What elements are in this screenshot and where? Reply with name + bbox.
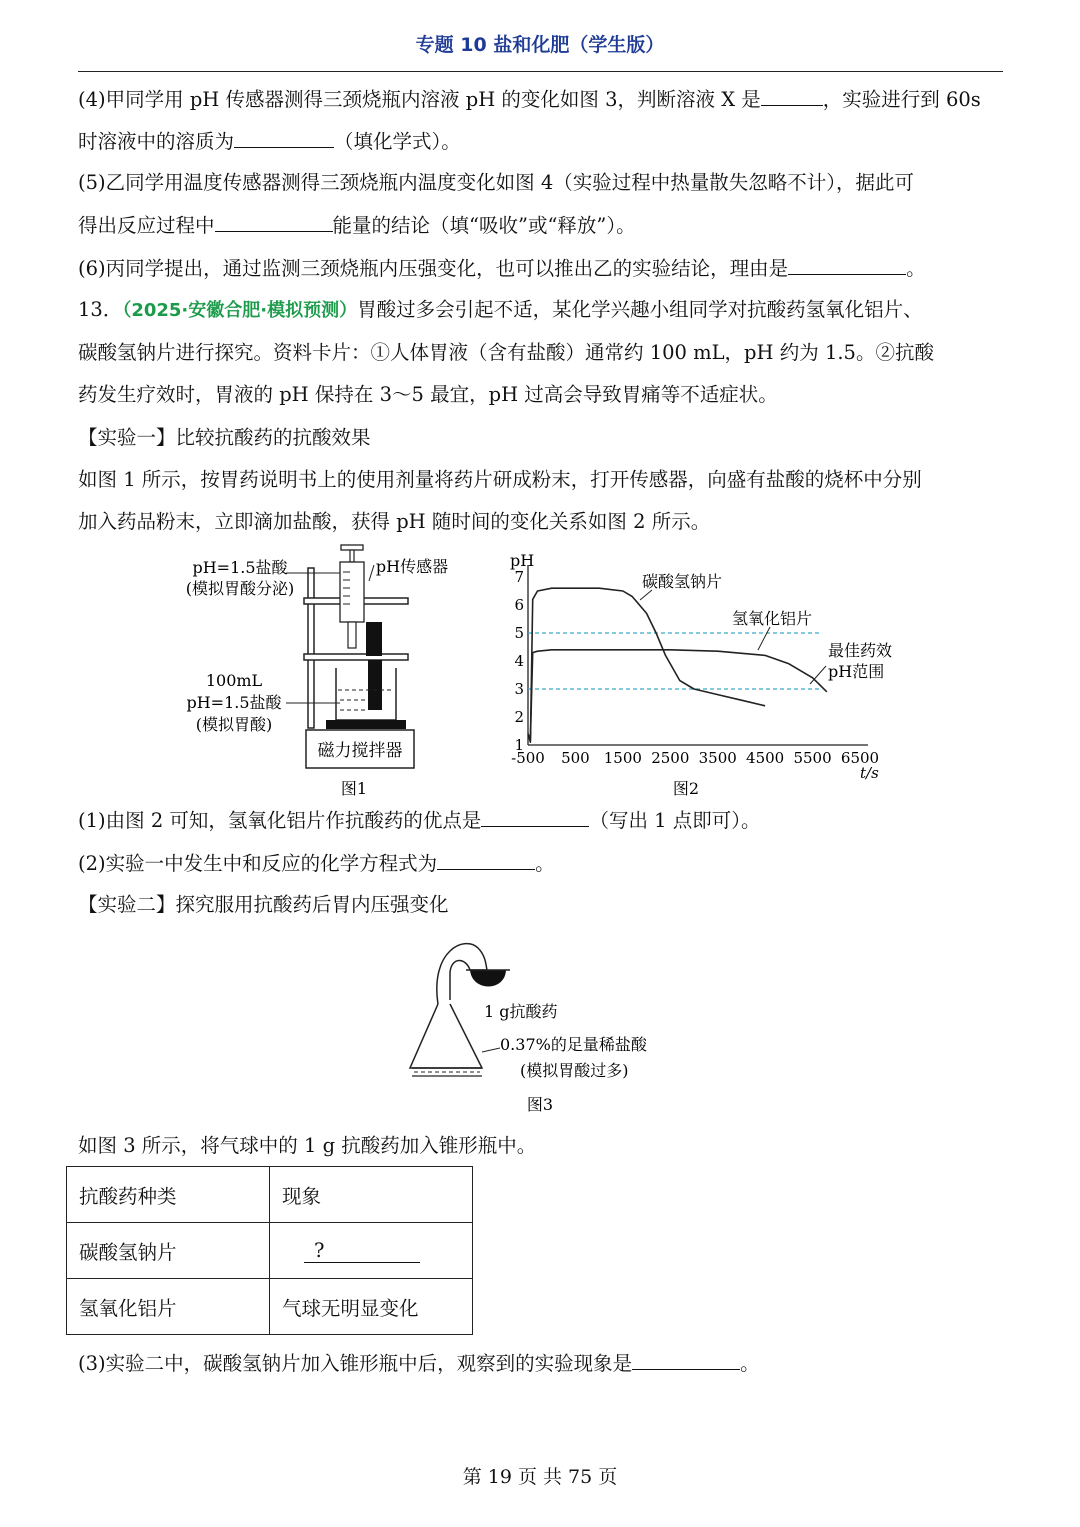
page-header-title: 专题 10 盐和化肥（学生版） [415,34,665,56]
chart-xlabel: t/s [860,764,879,782]
y-tick-label: 7 [514,568,524,586]
table-header-row [67,1167,473,1223]
q6-text-b: 。 [906,257,926,280]
annotation-line2: pH范围 [828,662,885,681]
fig1-label-sensor: pH传感器 [375,557,449,576]
fig3-label-acid1: 0.37%的足量稀盐酸 [500,1035,647,1054]
y-tick-label: 3 [514,680,524,698]
flask-body [410,1004,482,1068]
fig3-label-acid2: (模拟胃酸过多) [520,1061,629,1080]
fig3-caption: 图3 [526,1095,554,1114]
table-header-cell: 抗酸药种类 [67,1167,270,1223]
x-tick-label: 5500 [793,749,832,767]
fig3-intro: 如图 3 所示，将气球中的 1 g 抗酸药加入锥形瓶中。 [78,1134,537,1157]
y-tick-label: 2 [514,708,524,726]
x-tick-label: 1500 [603,749,642,767]
q3-text-a: (3)实验二中，碳酸氢钠片加入锥形瓶中后，观察到的实验现象是 [78,1352,633,1375]
x-tick-label: -500 [511,749,545,767]
table-row [67,1223,473,1279]
y-tick-label: 5 [514,624,524,642]
fig2-caption: 图2 [672,779,700,798]
x-tick-label: 500 [561,749,590,767]
q13-source: （2025·安徽合肥·模拟预测） [122,300,358,321]
exp1-line2: 加入药品粉末，立即滴加盐酸，获得 pH 随时间的变化关系如图 2 所示。 [78,510,711,533]
q1-text-a: (1)由图 2 可知，氢氧化铝片作抗酸药的优点是 [78,809,482,832]
fig1-label-beaker2: pH=1.5盐酸 [186,693,282,712]
q2-text-a: (2)实验一中发生中和反应的化学方程式为 [78,852,438,875]
exp2-heading: 【实验二】探究服用抗酸药后胃内压强变化 [78,893,449,916]
table-blank: ? [304,1239,420,1263]
y-tick-label: 1 [514,736,524,754]
x-tick-label: 4500 [746,749,785,767]
series-label-nahco3: 碳酸氢钠片 [642,572,723,591]
q13-number: 13． [78,298,123,321]
fig1-label-stirrer: 磁力搅拌器 [317,741,403,761]
table-header-cell: 现象 [270,1167,473,1223]
table-row [67,1279,473,1335]
q3-line [78,1351,1003,1376]
annotation-line1: 最佳药效 [828,641,893,660]
q6-text-a: (6)丙同学提出，通过监测三颈烧瓶内压强变化，也可以推出乙的实验结论，理由是 [78,257,789,280]
q4-text-c: 时溶液中的溶质为 [78,130,235,153]
fig1-label-beaker3: (模拟胃酸) [195,715,273,734]
q4-text-a: (4)甲同学用 pH 传感器测得三颈烧瓶内溶液 pH 的变化如图 3，判断溶液 X 是 [78,88,761,111]
antacid-table [66,1166,473,1335]
table-cell-blank[interactable] [270,1223,473,1279]
q1-text-b: （写出 1 点即可）。 [589,809,761,832]
balloon-drug [470,970,506,987]
fig1-label-beaker1: 100mL [205,671,263,690]
q4-text-b: ，实验进行到 60s [822,88,981,111]
q5-line1: (5)乙同学用温度传感器测得三颈烧瓶内温度变化如图 4（实验过程中热量散失忽略不计），据此可 [78,171,914,194]
table-cell: 氢氧化铝片 [67,1279,270,1335]
x-tick-label: 2500 [651,749,690,767]
exp1-heading: 【实验一】比较抗酸药的抗酸效果 [78,426,371,449]
q13-line3: 药发生疗效时，胃液的 pH 保持在 3～5 最宜，pH 过高会导致胃痛等不适症状。 [78,383,778,406]
chart-ylabel: pH [510,551,535,570]
series-label-aloh3: 氢氧化铝片 [732,609,813,628]
fig3-label-drug: 1 g抗酸药 [484,1002,558,1021]
q13-text1: 胃酸过多会引起不适，某化学兴趣小组同学对抗酸药氢氧化铝片、 [357,298,923,321]
q5-text-a: 得出反应过程中 [78,214,215,237]
x-tick-label: 3500 [698,749,737,767]
fig1-label-acid-top2: (模拟胃酸分泌) [185,579,295,598]
page-footer: 第 19 页 共 75 页 [462,1466,618,1488]
q5-text-b: 能量的结论（填“吸收”或“释放”）。 [332,214,636,237]
q3-blank[interactable] [632,1351,740,1370]
fig1-label-acid-top: pH=1.5盐酸 [192,558,288,577]
x-tick-label: 6500 [840,749,880,767]
table-cell: 气球无明显变化 [270,1279,473,1335]
q2-text-b: 。 [535,852,555,875]
y-tick-label: 6 [514,596,524,614]
table-cell: 碳酸氢钠片 [67,1223,270,1279]
q3-text-b: 。 [740,1352,760,1375]
q13-line2: 碳酸氢钠片进行探究。资料卡片：①人体胃液（含有盐酸）通常约 100 mL，pH 约为 1.5。②抗酸 [78,341,934,364]
fig1-caption: 图1 [340,779,368,798]
exp1-line1: 如图 1 所示，按胃药说明书上的使用剂量将药片研成粉末，打开传感器，向盛有盐酸的烧杯中分别 [78,468,922,491]
y-tick-label: 4 [514,652,524,670]
q4-text-d: （填化学式）。 [334,130,461,153]
